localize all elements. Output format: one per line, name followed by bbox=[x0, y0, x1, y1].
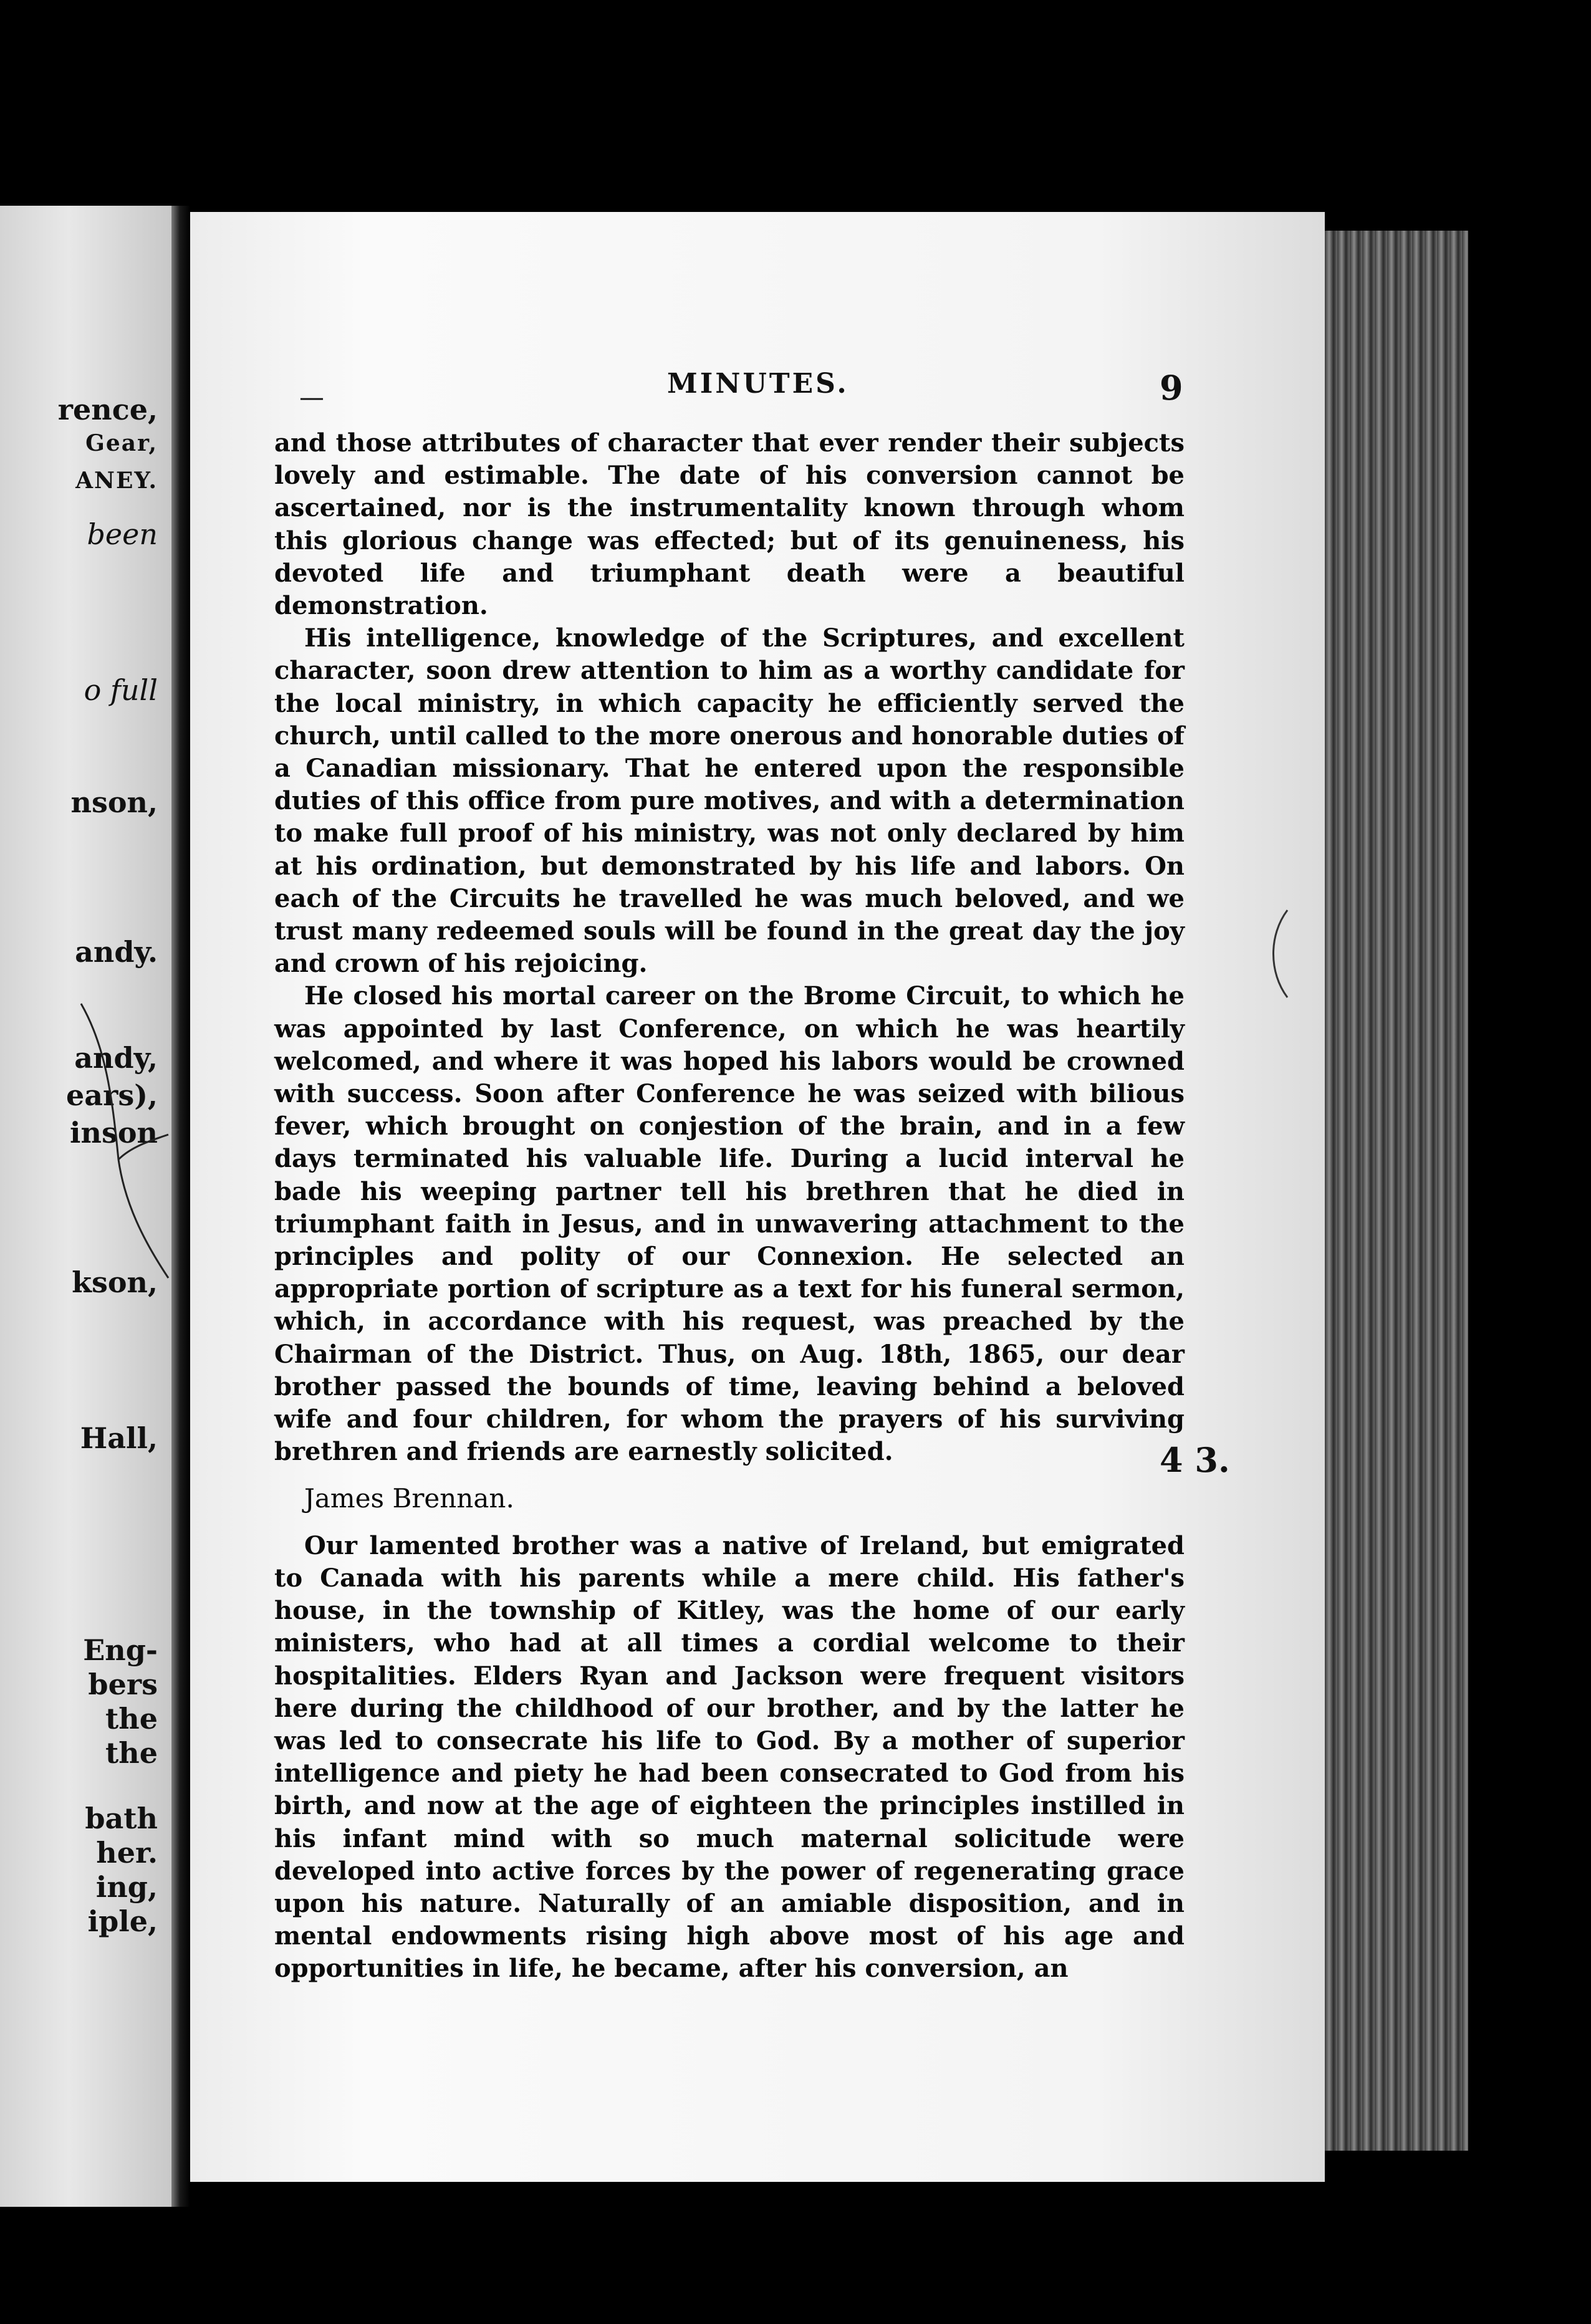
left-fragment: kson, bbox=[72, 1265, 158, 1299]
left-facing-page bbox=[0, 206, 171, 2207]
ink-bracket-mark bbox=[69, 997, 171, 1284]
left-fragment: the bbox=[105, 1736, 158, 1770]
running-head: MINUTES. bbox=[667, 368, 849, 400]
left-fragment: Gear, bbox=[85, 430, 158, 456]
left-fragment: ears), bbox=[66, 1078, 158, 1112]
left-fragment: been bbox=[87, 517, 158, 551]
left-fragment: Hall, bbox=[80, 1421, 158, 1455]
left-fragment: rence, bbox=[57, 393, 158, 426]
left-fragment: andy. bbox=[75, 935, 158, 969]
paragraph: His intelligence, knowledge of the Scriptures, and excellent character, soon drew attention to him as a worthy candidate for the local ministry, in which capacity he efficiently served the church, until called to the more onerous and honorable duties of a Canadian missionary. That he entered upon the responsible duties of this office from pure motives, and with a determination to make full proof of his ministry, was not only declared by him at his ordination, but demonstrated by his life and labors. On each of the Circuits he travelled he was much beloved, and we trust many redeemed souls will be found in the great day the joy and crown of his rejoicing. bbox=[274, 623, 1185, 979]
page-edges bbox=[1325, 231, 1468, 2151]
left-fragment: inson bbox=[70, 1116, 158, 1150]
margin-bracket-mark bbox=[1259, 904, 1297, 1004]
left-fragment: the bbox=[105, 1702, 158, 1736]
left-fragment: bers bbox=[88, 1668, 158, 1701]
margin-annotation: 4 3. bbox=[1160, 1440, 1230, 1480]
body-text bbox=[274, 427, 1185, 1985]
paragraph: Our lamented brother was a native of Ireland, but emigrated to Canada with his parents while a mere child. His father's house, in the township of Kitley, was the home of our early ministers, who had at all times a cordial welcome to their hospitalities. Elders Ryan and Jackson were frequent visitors here during the childhood of our brother, and by the latter he was led to consecrate his life to God. By a mother of superior intelligence and piety he had been consecrated to God from his birth, and now at the age of eighteen the principles instilled in his infant mind with so much maternal solicitude were developed into active forces by the power of regenerating grace upon his nature. Naturally of an amiable disposition, and in mental endowments rising high above most of his age and opportunities in life, he became, after his conversion, an bbox=[274, 1530, 1185, 1984]
left-fragment: her. bbox=[96, 1836, 158, 1870]
left-fragment: iple, bbox=[87, 1904, 158, 1938]
dash-mark: — bbox=[299, 383, 324, 412]
left-fragment: ANEY. bbox=[75, 468, 158, 494]
left-fragment: nson, bbox=[70, 785, 158, 819]
left-fragment: o full bbox=[84, 673, 158, 707]
left-fragment: ing, bbox=[95, 1870, 158, 1904]
paragraph: and those attributes of character that ever render their subjects lovely and estimable. The date of his conversion cannot be ascertained, nor is the instrumentality known through whom this glorious change was effected; but of its genuineness, his devoted life and triumphant death were a beautiful demonstration. bbox=[274, 428, 1185, 621]
section-heading: James Brennan. bbox=[304, 1482, 514, 1514]
left-fragment: Eng- bbox=[83, 1633, 158, 1667]
book-gutter bbox=[171, 206, 190, 2207]
page-number: 9 bbox=[1160, 368, 1183, 408]
left-fragment: bath bbox=[85, 1802, 158, 1835]
left-fragment: andy, bbox=[74, 1041, 158, 1075]
paragraph: He closed his mortal career on the Brome Circuit, to which he was appointed by last Conference, on which he was heartily welcomed, and where it was hoped his labors would be crowned with success. Soon after Conference he was seized with bilious fever, which brought on conjestion of the brain, and in a few days terminated his valuable life. During a lucid interval he bade his weeping partner tell his brethren that he died in triumphant faith in Jesus, and in unwavering attachment to the principles and polity of our Connexion. He selected an appropriate portion of scripture as a text for his funeral sermon, which, in accordance with his request, was preached by the Chairman of the District. Thus, on Aug. 18th, 1865, our dear brother passed the bounds of time, leaving behind a beloved wife and four children, for whom the prayers of his surviving brethren and friends are earnestly solicited. bbox=[274, 981, 1185, 1467]
